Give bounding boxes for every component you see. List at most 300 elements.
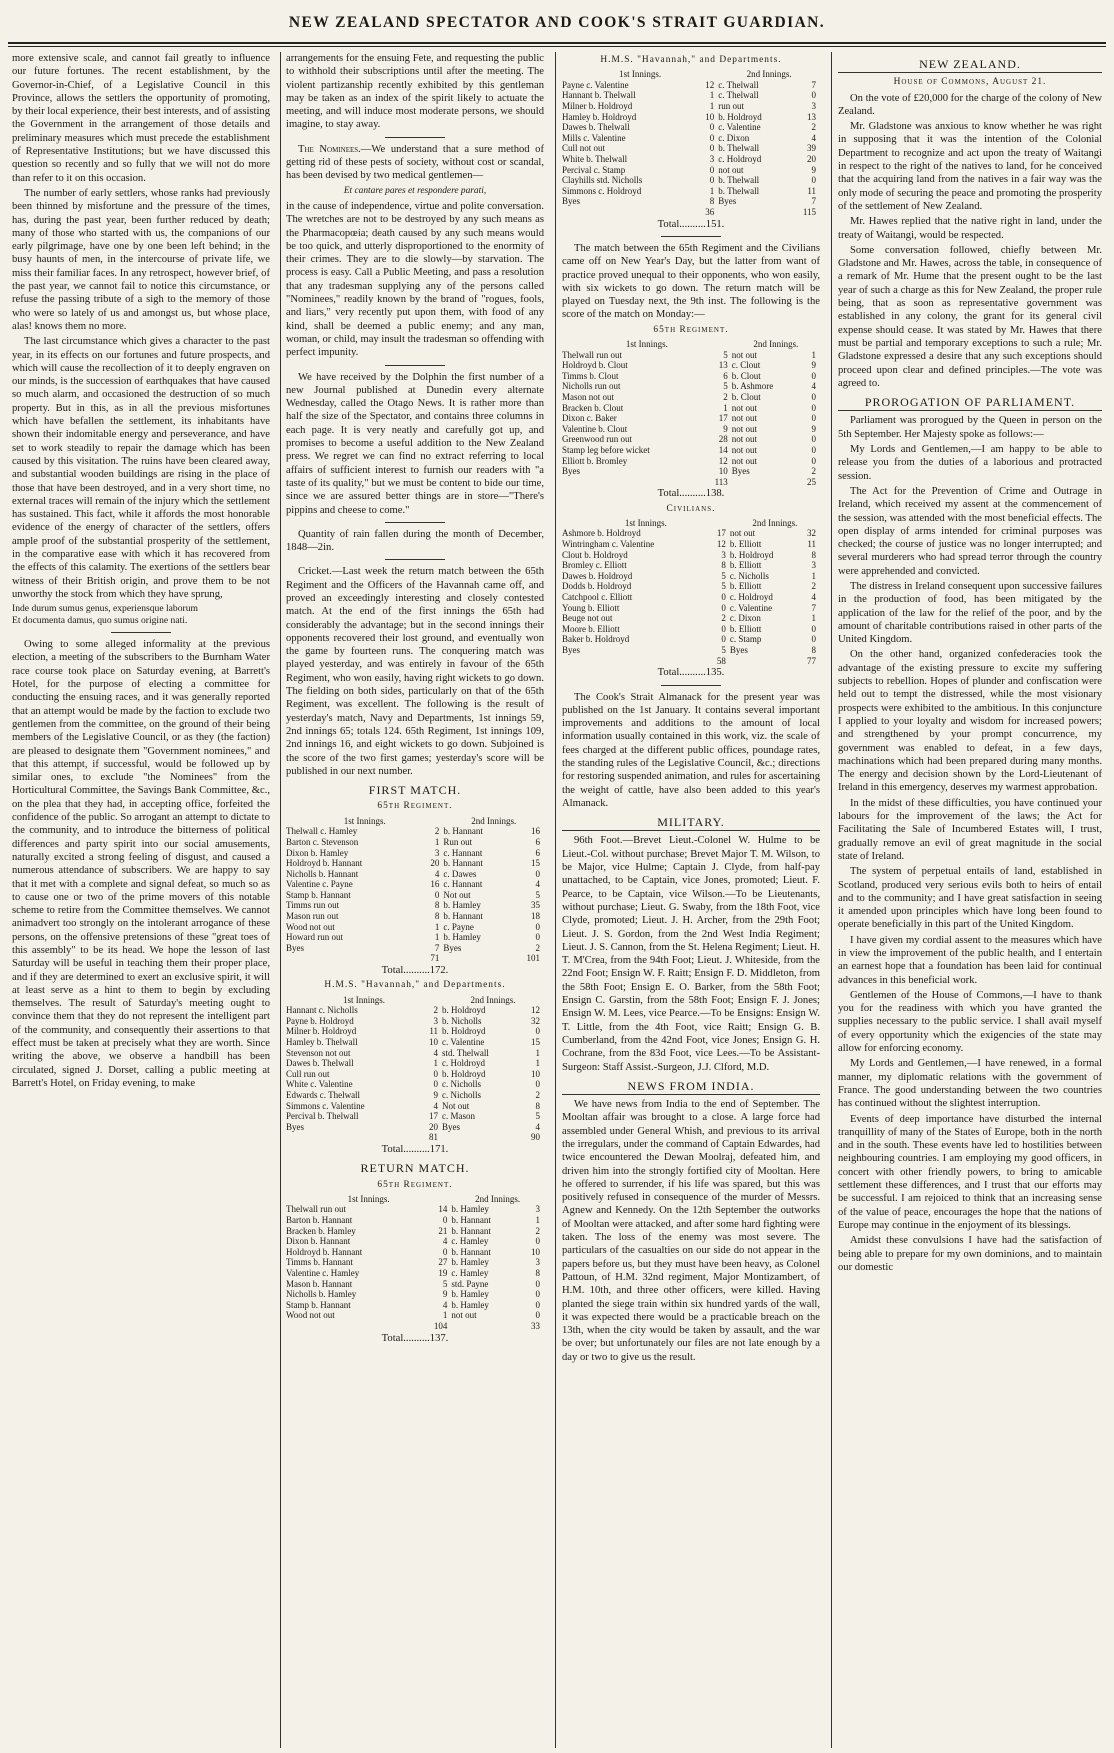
runs: 8 (434, 900, 440, 911)
runs: 9 (811, 360, 816, 371)
batsman-dismissal: b. Hannant (451, 1225, 491, 1236)
scorecard-table (562, 339, 820, 487)
scorecard-table (562, 518, 820, 666)
innings-header: 1st Innings. (624, 517, 667, 528)
innings-header: 2nd Innings. (746, 69, 792, 80)
batsman-dismissal: Catchpool c. Elliott (562, 592, 633, 603)
batsman-dismissal: c. Thelwall (718, 79, 759, 90)
scorecard-table (286, 816, 544, 964)
runs: 0 (811, 634, 816, 645)
batsman-dismissal: not out (731, 402, 758, 413)
match-total: Total..........135. (657, 667, 725, 679)
runs: 0 (535, 1299, 540, 1310)
runs: 3 (709, 154, 715, 165)
batsman-dismissal: White c. Valentine (286, 1079, 353, 1090)
batsman-dismissal: Elliott b. Bromley (562, 455, 628, 466)
innings-subtotal: 104 (433, 1320, 448, 1331)
batsman-dismissal: c. Holdroyd (442, 1058, 486, 1069)
article-paragraph: The Act for the Prevention of Crime and Outrage in Ireland, which received my assent at the commencement of the session, was attended with the most beneficial effects. The open display of arms intended for criminal purposes was checked; the course of justice was no longer interrupted; and several murderers who had spread terror through the country were apprehended and convicted. (838, 485, 1102, 577)
article-paragraph: Gentlemen of the House of Commons,—I have to thank you for the readiness with which you have granted the supplies necessary to the public service. I shall avail myself of every opportunity which the exigencies of the state may allow for enforcing economy. (838, 989, 1102, 1055)
score-row (562, 371, 820, 382)
batsman-dismissal: not out (718, 164, 744, 175)
batsman-dismissal: Holdroyd b. Hannant (286, 858, 363, 869)
score-row (286, 1079, 544, 1090)
runs: 0 (811, 455, 816, 466)
batsman-dismissal: std. Thelwall (442, 1047, 489, 1058)
batsman-dismissal: c. Holdroyd (718, 154, 762, 165)
runs: 12 (716, 539, 726, 550)
runs: 5 (721, 581, 726, 592)
article-paragraph: Some conversation followed, chiefly between Mr. Gladstone and Mr. Hawes, across the table, in consequence of a remark of Mr. Hume that the present ought to be the last year of such a charge as this for New Zealand, the proper rule being, that as soon as representative government was established in any colony, the grant for its general civil expense should cease. It was stated by Mr. Hawes that there must be partial and temporary exceptions to such a rule; Mr. Gladstone expressed a desire that any such exceptions should proceed upon clear and defined principles.—The vote was agreed to. (838, 244, 1102, 389)
score-row (562, 466, 820, 477)
article-paragraph: Quantity of rain fallen during the month of December, 1848—2in. (286, 528, 544, 554)
score-row (562, 424, 820, 435)
runs: 4 (535, 879, 540, 890)
column-2 (286, 52, 544, 1748)
runs: 10 (429, 1037, 439, 1048)
batsman-dismissal: b. Hannant (451, 1215, 491, 1226)
score-row (562, 560, 820, 571)
batsman-dismissal: Wood not out (286, 921, 335, 932)
batsman-dismissal: b. Thelwall (718, 143, 760, 154)
runs: 4 (811, 592, 816, 603)
batsman-dismissal: Mills c. Valentine (562, 132, 626, 143)
batsman-dismissal: Dodds b. Holdroyd (562, 581, 632, 592)
runs: 6 (723, 370, 728, 381)
batsman-dismissal: b. Hannant (451, 1246, 491, 1257)
runs: 2 (535, 1089, 540, 1100)
score-row (286, 1122, 544, 1133)
innings-subtotal: 36 (705, 207, 715, 218)
score-row (562, 592, 820, 603)
military-heading: MILITARY. (562, 816, 820, 831)
scorecard-table (286, 995, 544, 1143)
batsman-dismissal: Nicholls run out (562, 381, 621, 392)
runs: 9 (433, 1089, 439, 1100)
runs: 9 (723, 423, 728, 434)
batsman-dismissal: not out (731, 444, 758, 455)
runs: 0 (721, 623, 726, 634)
batsman-dismissal: Bracken b. Hamley (286, 1225, 356, 1236)
runs: 0 (535, 1289, 540, 1300)
batsman-dismissal: Byes (442, 1121, 461, 1132)
runs: 0 (721, 634, 726, 645)
batsman-dismissal: b. Hamley (451, 1257, 489, 1268)
runs: 28 (718, 434, 728, 445)
batsman-dismissal: Byes (562, 196, 580, 207)
india-heading: NEWS FROM INDIA. (562, 1080, 820, 1095)
batsman-dismissal: b. Nicholls (442, 1015, 482, 1026)
score-row (562, 143, 820, 154)
runs: 3 (434, 847, 440, 858)
batsman-dismissal: Milner b. Holdroyd (286, 1026, 357, 1037)
article-paragraph: My Lords and Gentlemen,—I have renewed, in a formal manner, my diplomatic relations with the government of France. The good understanding between the two countries has continued without the slightest interruption. (838, 1058, 1102, 1110)
score-row (562, 581, 820, 592)
batsman-dismissal: b. Hannant (443, 858, 483, 869)
runs: 8 (434, 911, 440, 922)
batsman-dismissal: c. Hamley (451, 1236, 489, 1247)
batsman-dismissal: Hannant b. Thelwall (562, 90, 636, 101)
innings-header: 1st Innings. (343, 815, 386, 826)
score-row (286, 1310, 544, 1321)
score-row (286, 1058, 544, 1069)
innings-header: 2nd Innings. (470, 994, 516, 1005)
score-row (562, 624, 820, 635)
innings-subtotal: 33 (531, 1320, 540, 1331)
batsman-dismissal: Valentine c. Hamley (286, 1268, 360, 1278)
batsman-dismissal: Byes (718, 196, 737, 207)
runs: 14 (718, 444, 728, 455)
score-row (286, 1226, 544, 1237)
batsman-dismissal: b. Hamley (451, 1204, 489, 1215)
batsman-dismissal: b. Ashmore (731, 381, 774, 392)
batsman-dismissal: Payne b. Holdroyd (286, 1015, 354, 1026)
runs: 1 (434, 932, 440, 943)
batsman-dismissal: Not out (442, 1100, 470, 1111)
runs: 1 (535, 1215, 540, 1226)
runs: 7 (811, 196, 816, 207)
runs: 15 (531, 858, 540, 869)
score-row (562, 528, 820, 539)
score-row (562, 112, 820, 123)
runs: 7 (811, 79, 816, 90)
new-zealand-heading: NEW ZEALAND. (838, 58, 1102, 73)
score-row (286, 1204, 544, 1215)
runs: 5 (721, 645, 726, 656)
runs: 2 (535, 942, 540, 953)
runs: 1 (535, 1058, 540, 1069)
runs: 32 (531, 1015, 540, 1026)
score-row (562, 90, 820, 101)
score-row (562, 434, 820, 445)
runs: 8 (811, 645, 816, 656)
runs: 1 (723, 402, 728, 413)
runs: 0 (811, 413, 816, 424)
runs: 12 (531, 1005, 540, 1016)
team-heading: 65th Regiment. (377, 1179, 453, 1190)
batsman-dismissal: Wood not out (286, 1310, 335, 1321)
batsman-dismissal: c. Hannant (443, 847, 483, 858)
article-paragraph: Owing to some alleged informality at the previous election, a meeting of the subscribers to the Burnham Water race course took place on Saturday evening, at Barrett's Hotel, for the purpose of electing a committee for conducting the ensuing races, and it was generally reported that an attempt would be made by the faction to exclude two gentlemen from the committee, on the ground of their being members of the Legislative Council, or as they (the faction) are pleased to designate them "Government nominees," and that this attempt, if successful, would be followed up by similar ones, to exclude "the Nominees" from the Horticultural Committee, the Savings Bank Committee, &c., on the plea that they had, in accepting office, forfeited the confidence of the public. So arrogant an attempt to dictate to the community, and to introduce the bitterness of political differences and party spirit into our social amusements, naturally excited a strong feeling of disgust, and caused a numerous attendance of subscribers. We are happy to say that it met with a complete and signal defeat, so much so as to cause one or two of the prime movers of this notable scheme to retire from the Committee themselves. We cannot animadvert too strongly on the intolerant arrogance of these persons, on the offensive pretensions of these "great toes of this assembly" to be its head. We hope the lesson of last Saturday will be useful in teaching them their proper place, and if they are determined to exert an exclusive spirit, it will at least serve as a hint to them to begin by excluding themselves. The result of Saturday's meeting ought to convince them that they do not represent the intelligent part of the community, and consequently their assertions to that effect must be taken at precisely what they are worth. Since writing the above, we observe a handbill has been circulated, signed J. Dorset, calling a public meeting at Barrett's Hotel, on Friday evening, to make (12, 639, 270, 1089)
score-row (286, 1090, 544, 1101)
runs: 1 (811, 613, 816, 624)
batsman-dismissal: Holdroyd b. Clout (562, 360, 628, 371)
runs: 1 (535, 1047, 540, 1058)
match-total: Total..........151. (657, 218, 725, 230)
runs: 11 (807, 185, 816, 196)
nominees-heading: The Nominees. (298, 143, 361, 155)
score-row (562, 80, 820, 91)
batsman-dismissal: Milner b. Holdroyd (562, 101, 633, 112)
batsman-dismissal: b. Hamley (443, 900, 481, 911)
runs: 8 (721, 560, 726, 571)
runs: 4 (434, 868, 440, 879)
team-heading: Civilians. (666, 503, 716, 514)
runs: 0 (535, 1236, 540, 1247)
batsman-dismissal: Dawes b. Thelwall (286, 1058, 354, 1069)
batsman-dismissal: b. Hamley (451, 1289, 489, 1300)
runs: 21 (438, 1225, 448, 1236)
batsman-dismissal: Byes (731, 466, 750, 477)
batsman-dismissal: Dawes b. Holdroyd (562, 570, 633, 581)
score-row (286, 911, 544, 922)
runs: 9 (811, 423, 816, 434)
runs: 9 (442, 1289, 448, 1300)
innings-header: 1st Innings. (347, 1193, 390, 1204)
batsman-dismissal: Dixon b. Hannant (286, 1236, 351, 1247)
runs: 32 (807, 528, 816, 539)
batsman-dismissal: Byes (562, 466, 580, 477)
batsman-dismissal: Nicholls b. Hannant (286, 868, 359, 879)
score-row (286, 826, 544, 837)
match-total: Total..........137. (381, 1332, 449, 1344)
innings-subtotal: 77 (807, 655, 816, 666)
score-row (286, 1268, 544, 1279)
score-row (562, 381, 820, 392)
batsman-dismissal: Edwards c. Thelwall (286, 1089, 361, 1100)
section-rule (661, 685, 721, 686)
batsman-dismissal: Hamley b. Thelwall (286, 1037, 358, 1048)
batsman-dismissal: Moore b. Elliott (562, 623, 620, 634)
runs: 0 (535, 1278, 540, 1289)
batsman-dismissal: c. Dixon (729, 613, 761, 624)
batsman-dismissal: c. Hamley (451, 1268, 489, 1278)
runs: 20 (807, 154, 816, 165)
runs: 6 (535, 847, 540, 858)
runs: 39 (807, 143, 816, 154)
batsman-dismissal: Baker b. Holdroyd (562, 634, 630, 645)
section-rule (385, 365, 445, 366)
innings-subtotal: 115 (802, 207, 816, 218)
score-row (286, 932, 544, 943)
latin-quote: Et cantare pares et respondere parati, (343, 185, 487, 196)
runs: 9 (811, 164, 816, 175)
batsman-dismissal: Byes (286, 1121, 304, 1132)
innings-subtotal: 81 (429, 1132, 439, 1143)
batsman-dismissal: Bromley c. Elliott (562, 560, 627, 571)
batsman-dismissal: Byes (729, 645, 748, 656)
team-heading: 65th Regiment. (653, 324, 729, 335)
score-row (286, 943, 544, 954)
runs: 1 (442, 1310, 448, 1321)
latin-motto-line: Et documenta damus, quo sumus origine nati. (12, 614, 188, 626)
column-3 (562, 52, 820, 1748)
runs: 8 (535, 1268, 540, 1278)
runs: 16 (531, 826, 540, 837)
innings-header: 1st Innings. (625, 338, 668, 349)
batsman-dismissal: Stamp b. Hannant (286, 889, 351, 900)
score-row (286, 879, 544, 890)
score-row (562, 392, 820, 403)
batsman-dismissal: b. Holdroyd (442, 1005, 486, 1016)
runs: 5 (535, 1111, 540, 1122)
runs: 0 (709, 164, 715, 175)
batsman-dismissal: Dixon b. Hamley (286, 847, 349, 858)
batsman-dismissal: b. Holdroyd (729, 549, 774, 560)
score-row (286, 1101, 544, 1112)
batsman-dismissal: b. Hamley (443, 932, 481, 943)
runs: 13 (807, 111, 816, 122)
runs: 0 (709, 132, 715, 143)
innings-header: 2nd Innings. (753, 338, 799, 349)
batsman-dismissal: Stevenson not out (286, 1047, 351, 1058)
runs: 0 (535, 1310, 540, 1321)
batsman-dismissal: c. Valentine (718, 122, 761, 133)
innings-subtotal: 71 (430, 953, 440, 964)
runs: 35 (531, 900, 540, 911)
batsman-dismissal: b. Elliott (729, 623, 762, 634)
batsman-dismissal: Young b. Elliott (562, 602, 620, 613)
runs: 1 (434, 836, 440, 847)
masthead-rule (8, 42, 1106, 44)
runs: 1 (709, 185, 715, 196)
batsman-dismissal: Hannant c. Nicholls (286, 1005, 358, 1016)
innings-subtotal: 58 (716, 655, 726, 666)
score-row (562, 645, 820, 656)
article-paragraph: We have received by the Dolphin the first number of a new Journal published at Dunedin every alternate Wednesday, called the Otago News. It is rather more than half the size of the Spectator, and contains three columns in each page. It is very neatly and carefully got up, and promises to become a useful addition to the New Zealand press. We regret we can find no extract referring to local affairs of sufficient interest to furnish our readers with "a taste of its quality," but we must be content to bide our time, since we are assured better things are in store—"There's pippins and cheese to come." (286, 371, 544, 516)
runs: 4 (433, 1100, 439, 1111)
score-row (562, 186, 820, 197)
runs: 7 (434, 942, 440, 953)
batsman-dismissal: Hamley b. Holdroyd (562, 111, 637, 122)
batsman-dismissal: Cull not out (562, 143, 606, 154)
runs: 0 (434, 889, 440, 900)
article-paragraph: In the midst of these difficulties, you have continued your labours for the improvement of the laws; the Act for Facilitating the Sale of Incumbered Estates will, I trust, gradually remove an evil of great magnitude in the social state of Ireland. (838, 797, 1102, 862)
runs: 14 (438, 1204, 448, 1215)
score-row (286, 1300, 544, 1311)
article-paragraph: more extensive scale, and cannot fail greatly to influence our future fortunes. The recent establishment, by the Governor-in-Chief, of a Legislative Council in this Province, allows the settlers the opportunity of promoting, by their local experience, their best interests, and of assisting the Government in the arrangement of those details and preliminary measures which must precede the establishment of Representative Institutions; but we have discussed this question so recently and so fully that we will not do more than refer to it on this occasion. (12, 53, 270, 184)
score-row (286, 858, 544, 869)
runs: 5 (723, 381, 728, 392)
article-paragraph: The distress in Ireland consequent upon successive failures in the production of food, has been mitigated by the application of the law for the relief of the poor, and by the amount of charitable contributions raised in other parts of the United Kingdom. (838, 580, 1102, 646)
runs: 3 (535, 1204, 540, 1215)
batsman-dismissal: not out (729, 528, 756, 539)
batsman-dismissal: c. Mason (442, 1111, 476, 1122)
section-rule (111, 632, 171, 633)
batsman-dismissal: std. Payne (451, 1278, 489, 1289)
batsman-dismissal: Dawes b. Thelwall (562, 122, 630, 133)
runs: 4 (811, 381, 816, 392)
runs: 10 (531, 1246, 540, 1257)
score-row (562, 571, 820, 582)
article-paragraph: Mr. Gladstone was anxious to know whether he was right in supposing that it was the intention of the Colonial Department to recognize and act upon the treaty of Waitangi in respect to the right of the natives to land, for he conceived that the acquiring land from the natives in a fair way was the only mode of securing the peace and promoting the prosperity of the settlement of New Zealand. (838, 121, 1102, 212)
batsman-dismissal: c. Thelwall (718, 90, 759, 101)
score-row (562, 165, 820, 176)
article-paragraph: My Lords and Gentlemen,—I am happy to be able to release you from the duties of a laborious and protracted session. (838, 444, 1102, 482)
runs: 0 (811, 370, 816, 381)
score-row (286, 1257, 544, 1268)
runs: 2 (811, 581, 816, 592)
batsman-dismissal: not out (731, 455, 758, 466)
batsman-dismissal: Dixon c. Baker (562, 413, 617, 424)
article-text: —We understand that a sure method of getting rid of these pests of society, without cost or scandal, has been devised by two medical gentlemen— (286, 143, 544, 182)
runs: 2 (811, 122, 816, 133)
article-paragraph: in the cause of independence, virtue and polite conversation. The wretches are not to be destroyed by any such means as the Pharmacopœia; death caused by any such means would be too quick, and utterly disproportioned to the enormity of their crimes. They are to die slowly—by starvation. The process is easy. Call a Public Meeting, and pass a resolution that any tradesman supplying any of the persons called "Nominees," readily known by the brand of "rogues, fools, and liars," very recently put upon them, with food of any kind, shall be deemed a public enemy; and any man, woman, or child, may insult the tradesman so offending with perfect impunity. (286, 200, 544, 359)
batsman-dismissal: Mason run out (286, 911, 339, 922)
article-paragraph: On the vote of £20,000 for the charge of the colony of New Zealand. (838, 92, 1102, 117)
batsman-dismissal: c. Nicholls (729, 570, 769, 581)
batsman-dismissal: Clayhills std. Nicholls (562, 175, 643, 186)
batsman-dismissal: Byes (562, 645, 580, 656)
commons-subheading: House of Commons, August 21. (893, 77, 1047, 88)
runs: 1 (709, 90, 715, 101)
match-total: Total..........171. (381, 1143, 449, 1155)
article-paragraph: The match between the 65th Regiment and the Civilians came off on New Year's Day, but the latter from want of practice proved unequal to their opponents, who won easily, with six wickets to go down. The return match will be played on Tuesday next, the 9th inst. The following is the score of the match on Monday:— (562, 242, 820, 321)
batsman-dismissal: c. Holdroyd (729, 592, 773, 603)
batsman-dismissal: Cull run out (286, 1068, 330, 1079)
score-row (286, 1048, 544, 1059)
score-row (562, 539, 820, 550)
batsman-dismissal: b. Hamley (451, 1299, 489, 1310)
team-heading: H.M.S. "Havannah," and Departments. (600, 55, 782, 65)
batsman-dismissal: Percival c. Stamp (562, 164, 626, 175)
score-row (562, 175, 820, 186)
batsman-dismissal: c. Dawes (443, 868, 477, 879)
runs: 0 (535, 1026, 540, 1037)
score-row (286, 1005, 544, 1016)
masthead: NEW ZEALAND SPECTATOR AND COOK'S STRAIT GUARDIAN. (288, 14, 826, 31)
runs: 7 (811, 602, 816, 613)
score-row (286, 1069, 544, 1080)
score-row (286, 848, 544, 859)
score-row (286, 1037, 544, 1048)
innings-subtotal: 101 (526, 953, 540, 964)
score-row (562, 413, 820, 424)
runs: 1 (434, 921, 440, 932)
batsman-dismissal: b. Holdroyd (442, 1068, 486, 1079)
batsman-dismissal: not out (731, 413, 758, 424)
runs: 10 (705, 111, 715, 122)
score-row (562, 101, 820, 112)
runs: 5 (721, 570, 726, 581)
batsman-dismissal: c. Nicholls (442, 1089, 482, 1100)
innings-header: 2nd Innings. (475, 1193, 521, 1204)
batsman-dismissal: b. Elliott (729, 581, 762, 592)
runs: 4 (535, 1121, 540, 1132)
innings-header: 1st Innings. (343, 994, 386, 1005)
column-divider (555, 52, 556, 1748)
batsman-dismissal: b. Hannant (443, 911, 483, 922)
batsman-dismissal: Mason not out (562, 391, 615, 402)
section-rule (385, 559, 445, 560)
runs: 11 (807, 539, 816, 550)
article-paragraph: I have given my cordial assent to the measures which have in view the improvement of the public health, and I entertain an earnest hope that a foundation has been laid for continual advances in this beneficial work. (838, 934, 1102, 986)
runs: 17 (429, 1111, 439, 1122)
batsman-dismissal: not out (731, 349, 758, 360)
runs: 0 (811, 434, 816, 445)
runs: 6 (535, 836, 540, 847)
runs: 10 (718, 466, 728, 477)
batsman-dismissal: Stamp leg before wicket (562, 444, 650, 455)
batsman-dismissal: White b. Thelwall (562, 154, 628, 165)
batsman-dismissal: Simmons c. Holdroyd (562, 185, 642, 196)
score-row (562, 122, 820, 133)
runs: 4 (442, 1236, 448, 1247)
column-4 (838, 52, 1102, 1748)
batsman-dismissal: b. Elliott (729, 539, 762, 550)
runs: 0 (433, 1079, 439, 1090)
score-row (286, 1111, 544, 1122)
batsman-dismissal: Stamp b. Hannant (286, 1299, 351, 1310)
innings-subtotal: 25 (807, 476, 816, 487)
article-paragraph: The Cook's Strait Almanack for the present year was published on the 1st January. It contains several important improvements and additions to the amount of local information usually contained in this work, viz. the scale of fees charged at the different public offices, poundage rates, the standing rules of the Legislative Council, &c.; directions for restoring suspended animation, and rules for ascertaining the weight of cattle, have also been added to this year's Almanack. (562, 691, 820, 809)
runs: 5 (723, 349, 728, 360)
runs: 3 (721, 549, 726, 560)
batsman-dismissal: c. Nicholls (442, 1079, 482, 1090)
score-row (286, 1026, 544, 1037)
prorogation-heading: PROROGATION OF PARLIAMENT. (838, 396, 1102, 411)
batsman-dismissal: c. Dixon (718, 132, 750, 143)
